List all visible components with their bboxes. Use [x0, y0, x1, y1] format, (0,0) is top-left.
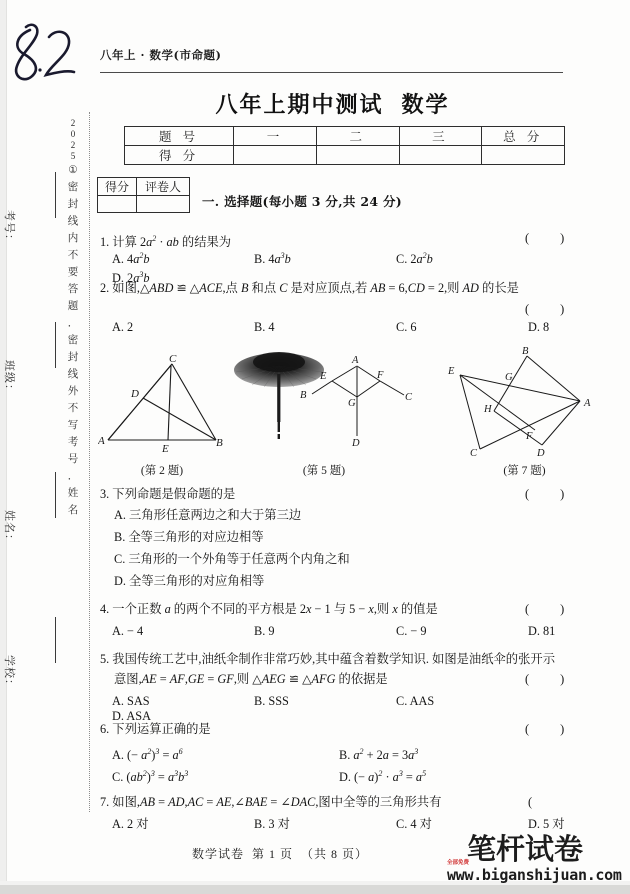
- grader-header-row: [98, 178, 190, 196]
- figure5-label-E: E: [320, 371, 327, 382]
- seal-char: 密: [67, 182, 79, 193]
- question-3-stem: 3. 下列命题是假命题的是: [100, 487, 236, 501]
- option-c[interactable]: C. − 9: [396, 624, 427, 638]
- figure5-label-A: A: [352, 355, 359, 366]
- option-b[interactable]: B. 4: [254, 320, 275, 334]
- page-title-main: 八年上期中测试: [215, 92, 384, 118]
- seal-char: 写: [67, 420, 79, 431]
- option-d[interactable]: D. (− $a)^2 \cdot a^3 = a^5$: [339, 769, 427, 785]
- score-summary-table: [124, 126, 565, 165]
- figure5-label-C: C: [405, 392, 413, 403]
- section-heading-choice: 一. 选择题(每小题 3 分,共 24 分): [202, 194, 402, 209]
- question-4-options: [100, 624, 565, 639]
- seal-char: 封: [67, 199, 79, 210]
- question-6-options-row-2: [100, 766, 565, 785]
- score-cell-3[interactable]: [399, 146, 482, 165]
- figure7-label-D: D: [537, 448, 545, 456]
- question-5-answer-bracket[interactable]: ( ): [525, 672, 579, 686]
- figure7-label-B: B: [522, 346, 529, 357]
- page-footer: [100, 845, 460, 862]
- seal-char: ．: [67, 471, 79, 482]
- field-label-school: 学校：: [3, 655, 15, 691]
- figure5-label-F: F: [377, 370, 384, 381]
- seal-char: 题: [67, 301, 79, 312]
- page-title-subject: 数学: [401, 92, 450, 118]
- figure2-label-C: C: [169, 353, 177, 365]
- option-a[interactable]: A. 2 对: [112, 817, 149, 831]
- option-b[interactable]: B. 3 对: [254, 817, 290, 831]
- option-c[interactable]: C. $2a^2b$: [396, 251, 433, 267]
- table-row-question-numbers: [125, 127, 565, 146]
- score-table-col-1: 一: [234, 127, 317, 146]
- question-7-stem: 7. 如图,AB = AD,AC = AE,∠BAE = ∠DAC,图中全等的三角形共有: [100, 795, 442, 809]
- figure7-label-C: C: [470, 448, 478, 456]
- seal-char: 不: [67, 250, 79, 261]
- seal-dotted-line: [89, 112, 90, 812]
- figure5-label-G: G: [348, 398, 356, 409]
- field-label-class: 班级：: [3, 360, 15, 396]
- score-table-col-2: 二: [316, 127, 399, 146]
- option-b[interactable]: B. SSS: [254, 694, 289, 708]
- option-a[interactable]: A. $4a^2b$: [112, 251, 150, 267]
- grader-marker-label: 评卷人: [137, 178, 190, 196]
- seal-char: 线: [67, 216, 79, 227]
- question-6-options-row-1: [100, 744, 565, 763]
- seal-char: 要: [67, 267, 79, 278]
- footer-total-pages: （共 8 页）: [301, 847, 369, 861]
- field-rule-exam-number: [55, 172, 56, 218]
- question-3-answer-bracket[interactable]: ( ): [525, 487, 579, 501]
- grader-score-value[interactable]: [98, 196, 137, 213]
- figure-question-7: [432, 344, 617, 456]
- watermark-free-tag: 全部免费: [447, 860, 470, 866]
- seal-vertical-text: [60, 118, 86, 519]
- figure2-label-A: A: [98, 435, 105, 447]
- question-5-stem-cont: 意图,AE = AF,GE = GF,则 △AEG ≌ △AFG 的依据是: [114, 672, 388, 686]
- figure2-label-D: D: [131, 388, 139, 400]
- table-row-scores: [125, 146, 565, 165]
- question-3-option-d[interactable]: D. 全等三角形的对应角相等: [114, 574, 265, 588]
- score-table-col-3: 三: [399, 127, 482, 146]
- footer-page-number: 第 1 页: [251, 847, 293, 861]
- seal-year-digit: 5: [70, 151, 76, 161]
- grader-marker-value[interactable]: [137, 196, 190, 213]
- watermark-brand: 笔杆试卷: [467, 832, 584, 866]
- option-b[interactable]: B. $a^2 + 2a = 3a^3$: [339, 747, 419, 763]
- figure7-label-H: H: [484, 404, 492, 415]
- seal-circle-number: ①: [68, 165, 78, 176]
- field-rule-school: [55, 617, 56, 663]
- question-3-option-a[interactable]: A. 三角形任意两边之和大于第三边: [114, 508, 302, 522]
- seal-year-digit: 2: [70, 118, 76, 128]
- option-d[interactable]: D. 81: [528, 624, 556, 638]
- option-d[interactable]: D. 5 对: [528, 817, 565, 831]
- figure-question-2: [98, 348, 226, 453]
- score-cell-total[interactable]: [482, 146, 565, 165]
- footer-subject: 数学试卷: [191, 847, 244, 861]
- question-4-stem: 4. 一个正数 a 的两个不同的平方根是 2x − 1 与 5 − x,则 x 的值是: [100, 602, 438, 616]
- grader-value-row: [98, 196, 190, 213]
- question-5-options: [100, 694, 565, 724]
- figure-2-caption: (第 2 题): [140, 465, 184, 477]
- question-7-options: [100, 817, 565, 832]
- figure5-label-B: B: [300, 390, 307, 401]
- question-6-stem: 6. 下列运算正确的是: [100, 722, 211, 736]
- option-a[interactable]: A. − 4: [112, 624, 144, 638]
- score-table-row-label-2: 得 分: [125, 146, 234, 165]
- question-2-answer-bracket[interactable]: ( ): [525, 302, 579, 316]
- question-2-stem: 2. 如图,△ABD ≌ △ACE,点 B 和点 C 是对应顶点,若 AB = 6,CD = 2,则 AD 的长是: [100, 281, 519, 295]
- option-d[interactable]: D. 8: [528, 320, 550, 334]
- score-table-row-label: 题 号: [125, 127, 234, 146]
- seal-char: 外: [67, 386, 79, 397]
- seal-char: 不: [67, 403, 79, 414]
- question-2-options: [100, 320, 565, 335]
- seal-char: 封: [67, 352, 79, 363]
- figure7-label-G: G: [505, 372, 513, 383]
- field-rule-class: [55, 322, 56, 368]
- field-label-exam-number: 考号：: [3, 210, 15, 246]
- seal-year-digit: 0: [70, 129, 76, 139]
- header-rule: [100, 72, 563, 73]
- seal-char: 号: [67, 454, 79, 465]
- question-1-stem: 1. 计算 $2a^2$ · ab 的结果为: [100, 234, 232, 250]
- figure7-label-E: E: [448, 366, 455, 377]
- seal-char: 姓: [67, 488, 79, 499]
- watermark: [447, 832, 629, 888]
- question-3-option-b[interactable]: B. 全等三角形的对应边相等: [114, 530, 264, 544]
- question-7-answer-bracket[interactable]: (: [528, 795, 547, 809]
- question-3-option-c[interactable]: C. 三角形的一个外角等于任意两个内角之和: [114, 552, 350, 566]
- option-a[interactable]: A. SAS: [112, 694, 150, 708]
- header-subject-line: 八年上 · 数学(市命题): [100, 48, 222, 62]
- grader-box: [97, 177, 190, 213]
- figure-5-caption: (第 5 题): [302, 465, 346, 477]
- scan-left-edge: [0, 0, 7, 894]
- seal-char: 答: [67, 284, 79, 295]
- option-d[interactable]: D. $2a^3b$: [112, 270, 150, 286]
- seal-char: 线: [67, 369, 79, 380]
- option-b[interactable]: B. $4a^3b$: [254, 251, 291, 267]
- page-title: [100, 88, 565, 119]
- question-5-stem: 5. 我国传统工艺中,油纸伞制作非常巧妙,其中蕴含着数学知识. 如图是油纸伞的张开示: [100, 652, 555, 666]
- umbrella-photo-icon: [234, 352, 324, 439]
- option-c[interactable]: C. $(ab^2)^3 = a^3b^3$: [112, 769, 189, 785]
- option-c[interactable]: C. AAS: [396, 694, 435, 708]
- option-d[interactable]: D. ASA: [112, 709, 151, 723]
- score-cell-2[interactable]: [316, 146, 399, 165]
- figure7-label-F: F: [526, 431, 533, 442]
- figure2-label-B: B: [216, 437, 223, 449]
- seal-year-digit: 2: [70, 140, 76, 150]
- option-a[interactable]: A. 2: [112, 320, 134, 334]
- field-label-name: 姓名：: [3, 510, 15, 546]
- field-rule-name: [55, 472, 56, 518]
- score-table-total-label: 总 分: [482, 127, 565, 146]
- figure5-label-D: D: [352, 438, 360, 449]
- question-1-answer-bracket[interactable]: ( ): [525, 231, 579, 245]
- score-cell-1[interactable]: [234, 146, 317, 165]
- seal-char: 名: [67, 505, 79, 516]
- option-b[interactable]: B. 9: [254, 624, 275, 638]
- option-a[interactable]: A. (− $a^2)^3 = a^6$: [112, 747, 183, 763]
- figure-7-caption: (第 7 题): [503, 465, 546, 477]
- option-c[interactable]: C. 6: [396, 320, 417, 334]
- figure2-label-E: E: [162, 443, 169, 453]
- option-c[interactable]: C. 4 对: [396, 817, 432, 831]
- seal-char: 密: [67, 335, 79, 346]
- question-4-answer-bracket[interactable]: ( ): [525, 602, 579, 616]
- seal-char: ．: [67, 318, 79, 329]
- figure-question-5: [234, 348, 414, 453]
- grader-score-label: 得分: [98, 178, 137, 196]
- question-6-answer-bracket[interactable]: ( ): [525, 722, 579, 736]
- figure7-label-A: A: [584, 398, 591, 409]
- seal-char: 考: [67, 437, 79, 448]
- seal-char: 内: [67, 233, 79, 244]
- watermark-url: www.biganshijuan.com: [447, 866, 622, 884]
